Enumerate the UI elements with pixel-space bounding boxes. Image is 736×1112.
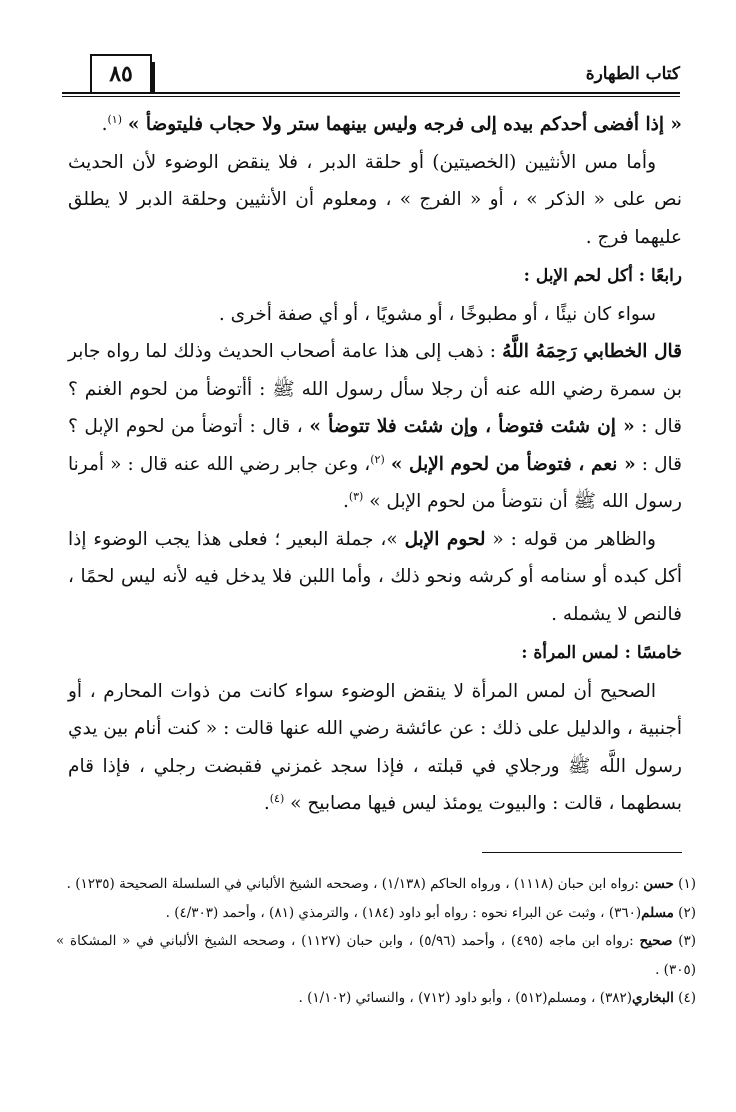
- footnote-text: :رواه ابن ماجه (٤٩٥) ، وأحمد (٥/٩٦) ، وابن حبان (١١٢٧) ، وصححه الشيخ الألباني في « المشكاة » (٣٠٥) .: [56, 933, 696, 978]
- text-run: الصحيح أن لمس المرأة لا ينقض الوضوء سواء كانت من ذوات المحارم ، أو أجنبية ، والدليل على ذلك : عن عائشة رضي الله عنها قالت : « كنت أنام بين يدي رسول اللَّه ﷺ ورجلاي في قبلته ، فإذا سجد غمزني فقبضت رجلي ، فإذا قام بسطهما ، قالت : والبيوت يومئذ ليس فيها مصابيح »: [68, 680, 682, 814]
- khattabi-lead: قال الخطابي رَحِمَهُ اللَّهُ: [502, 341, 682, 362]
- footnote-ref: (١): [107, 112, 122, 126]
- paragraph-4: [68, 333, 682, 521]
- text-run: والظاهر من قوله : «: [485, 528, 656, 550]
- footnote-text: (٣٦٠) ، وثبت عن البراء نحوه : رواه أبو داود (١٨٤) ، والترمذي (٨١) ، وأحمد (٤/٣٠٣) .: [165, 904, 642, 921]
- quoted-term: لحوم الإبل: [404, 528, 486, 550]
- footnote-ref: (٢): [370, 452, 385, 466]
- header-rule: [62, 92, 680, 94]
- hadith-quote: « نعم ، فتوضأ من لحوم الإبل »: [390, 453, 636, 475]
- section-heading-4: رابعًا : أكل لحم الإبل :: [523, 266, 682, 286]
- text-run: »، جملة البعير ؛ فعلى هذا يجب الوضوء إذا أكل كبده أو سنامه أو كرشه ونحو ذلك ، وأما اللبن فلا يدخل فيه لأنه ليس لحمًا ، فالنص لا يشمله .: [68, 528, 682, 625]
- text-run: ، وعن جابر رضي الله عنه قال : « أمرنا رسول الله ﷺ أن نتوضأ من لحوم الإبل »: [68, 453, 682, 512]
- paragraph-1: [68, 106, 682, 144]
- footnote-grade: مسلم: [641, 904, 674, 921]
- footnote-grade: حسن: [643, 876, 674, 892]
- footnote-2: [56, 899, 696, 928]
- footnote-number: (٤): [678, 990, 696, 1006]
- header-rule-thin: [62, 96, 680, 97]
- footnote-grade: صحيح: [639, 933, 673, 949]
- hadith-quote: « إن شئت فتوضأ ، وإن شئت فلا تتوضأ »: [309, 416, 635, 437]
- running-head: كتاب الطهارة: [585, 64, 680, 84]
- footnote-number: (٣): [678, 933, 697, 949]
- footnote-4: [56, 984, 696, 1013]
- paragraph-2: وأما مس الأنثيين (الخصيتين) أو حلقة الدبر ، فلا ينقض الوضوء لأن الحديث نص على « الذكر » ، أو « الفرج » ، ومعلوم أن الأنثيين وحلقة الدبر لا يطلق عليهما فرج .: [68, 151, 682, 248]
- text-run: ، قال : أتوضأ من لحوم الإبل ؟ قال :: [68, 416, 682, 475]
- paragraph-6: [68, 673, 682, 823]
- section-heading-5: خامسًا : لمس المرأة :: [521, 643, 682, 663]
- footnote-text: (٣٨٢) ، ومسلم(٥١٢) ، وأبو داود (٧١٢) ، والنسائي (١/١٠٢) .: [298, 990, 633, 1006]
- footnote-ref: (٣): [348, 489, 364, 503]
- main-text: [68, 106, 682, 823]
- footnote-number: (١): [678, 876, 696, 892]
- footnote-1: [56, 870, 696, 899]
- footnote-3: [56, 927, 696, 984]
- footnote-separator: [482, 852, 682, 853]
- text-run: : ذهب إلى هذا عامة أصحاب الحديث وذلك لما رواه جابر بن سمرة رضي الله عنه أن رجلا سأل رسول الله ﷺ : أأتوضأ من لحوم الغنم ؟ قال :: [68, 341, 682, 437]
- footnote-grade: البخاري: [632, 990, 674, 1006]
- punctuation: .: [101, 114, 108, 135]
- footnote-number: (٢): [678, 904, 696, 921]
- footnote-text: :رواه ابن حبان (١١١٨) ، ورواه الحاكم (١/١٣٨) ، وصححه الشيخ الألباني في السلسلة الصحيحة (١٢٣٥) .: [66, 876, 644, 892]
- paragraph-3: سواء كان نيئًا ، أو مطبوخًا ، أو مشويًا ، أو أي صفة أخرى .: [218, 303, 656, 325]
- paragraph-5: [68, 521, 682, 634]
- footnote-ref: (٤): [269, 791, 285, 805]
- hadith-quote: « إذا أفضى أحدكم بيده إلى فرجه وليس بينهما ستر ولا حجاب فليتوضأ »: [127, 114, 682, 135]
- punctuation: .: [342, 491, 349, 512]
- footnotes: [56, 870, 696, 1013]
- page-number-box-edge: [152, 62, 155, 92]
- page-number: ٨٥: [90, 54, 152, 92]
- punctuation: .: [263, 793, 270, 814]
